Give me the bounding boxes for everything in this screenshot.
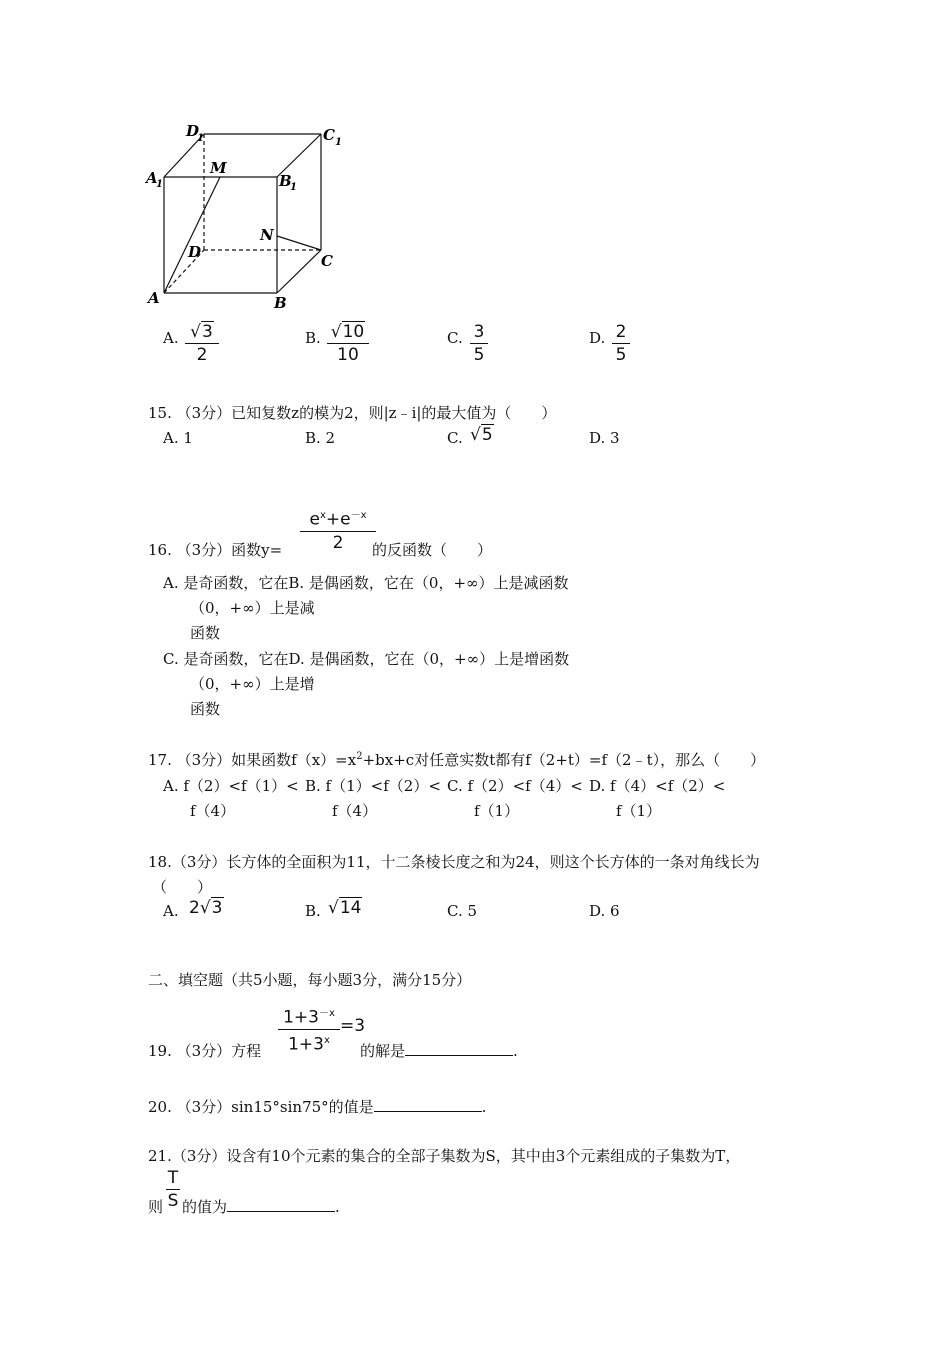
q21-fraction: T S [167, 1168, 179, 1211]
svg-text:1: 1 [156, 179, 163, 190]
label-a: A [148, 289, 160, 307]
q14-option-a-value: √3 2 [185, 322, 219, 365]
section-heading: 二、填空题（共5小题，每小题3分，满分15分） [148, 971, 472, 989]
q16-option-a-cont2: 函数 [190, 624, 221, 642]
q16-stem: 16. （3分）函数y= [148, 541, 283, 559]
q18-stem: 18.（3分）长方体的全面积为11，十二条棱长度之和为24，则这个长方体的一条对角线长为 [148, 853, 760, 871]
q15-option-c-label: C. [447, 429, 463, 447]
q21-stem: 21.（3分）设含有10个元素的集合的全部子集数为S，其中由3个元素组成的子集数为T， [148, 1147, 741, 1165]
label-c1: C [323, 126, 335, 144]
label-d1: D [186, 122, 200, 140]
label-b1: B [279, 172, 292, 190]
q19-answer-blank[interactable] [405, 1041, 513, 1056]
q14-option-c-label: C. [447, 329, 463, 347]
q17-option-c: C. f（2）<f（4）< [447, 777, 583, 795]
q15-option-a: A. 1 [163, 429, 193, 447]
q14-option-a-label: A. [163, 329, 179, 347]
q16-option-c-cont2: 函数 [190, 700, 221, 718]
label-a1: A [146, 169, 158, 187]
q16-option-cd: C. 是奇函数，它在D. 是偶函数，它在（0，+∞）上是增函数 [163, 650, 570, 668]
q19-fraction: $1+3^{-x}$ $1+3^x$ [278, 1004, 340, 1054]
q18-option-a-label: A. [163, 902, 179, 920]
q21-stem-end: 的值为 . [182, 1198, 340, 1216]
q21-stem-pre: 则 [148, 1198, 164, 1216]
q18-option-b-value: √14 [328, 898, 362, 918]
q15-option-b: B. 2 [305, 429, 336, 447]
q17-option-a-cont: f（4） [190, 802, 236, 820]
q16-stem-end: 的反函数（ ） [372, 541, 493, 559]
q16-option-c-cont: （0，+∞）上是增 [190, 675, 315, 693]
q17-stem: 17. （3分）如果函数$f(x)=x^2+bx+c$对任意实数t都有f（2+t）=f（2﹣t），那么（ ） [148, 751, 766, 769]
q17-option-d-cont: f（1） [616, 802, 662, 820]
label-m: M [210, 159, 227, 177]
q14-option-b-label: B. [305, 329, 321, 347]
q17-option-a: A. f（2）<f（1）< [163, 777, 299, 795]
svg-text:1: 1 [335, 137, 342, 148]
q14-option-c-value: 3 5 [470, 322, 488, 365]
q17-option-b-cont: f（4） [332, 802, 378, 820]
q20-answer-blank[interactable] [374, 1097, 482, 1112]
q17-option-c-cont: f（1） [474, 802, 520, 820]
label-d: D [188, 243, 202, 261]
q15-option-c-value: √5 [470, 425, 493, 445]
q16-option-a-cont: （0，+∞）上是减 [190, 599, 315, 617]
q14-option-b-value: √10 10 [327, 322, 369, 365]
q14-option-d-label: D. [589, 329, 606, 347]
q16-option-ab: A. 是奇函数，它在B. 是偶函数，它在（0，+∞）上是减函数 [163, 574, 569, 592]
q18-option-b-label: B. [305, 902, 321, 920]
q20-stem: 20. （3分）sin15°sin75°的值是 . [148, 1098, 487, 1116]
q17-option-d: D. f（4）<f（2）< [589, 777, 726, 795]
q19-stem: 19. （3分）方程 [148, 1042, 262, 1060]
cube-figure [140, 120, 370, 315]
q19-equals: =3 [340, 1016, 366, 1036]
q15-option-d: D. 3 [589, 429, 620, 447]
q17-option-b: B. f（1）<f（2）< [305, 777, 441, 795]
label-n: N [260, 226, 274, 244]
q16-fraction: $e^x+e^{-x}$ 2 [300, 506, 376, 553]
label-b: B [274, 294, 287, 312]
q19-stem-end: 的解是 . [360, 1042, 518, 1060]
q21-answer-blank[interactable] [227, 1197, 335, 1212]
q14-option-d-value: 2 5 [612, 322, 630, 365]
q18-option-c: C. 5 [447, 902, 478, 920]
q18-option-a-value: 2√3 [189, 898, 223, 918]
q18-option-d: D. 6 [589, 902, 620, 920]
svg-text:1: 1 [290, 182, 297, 193]
q15-stem: 15. （3分）已知复数z的模为2，则|z﹣i|的最大值为（ ） [148, 404, 557, 422]
svg-text:1: 1 [197, 133, 204, 144]
q18-stem-end: （ ） [152, 878, 213, 896]
label-c: C [321, 252, 333, 270]
